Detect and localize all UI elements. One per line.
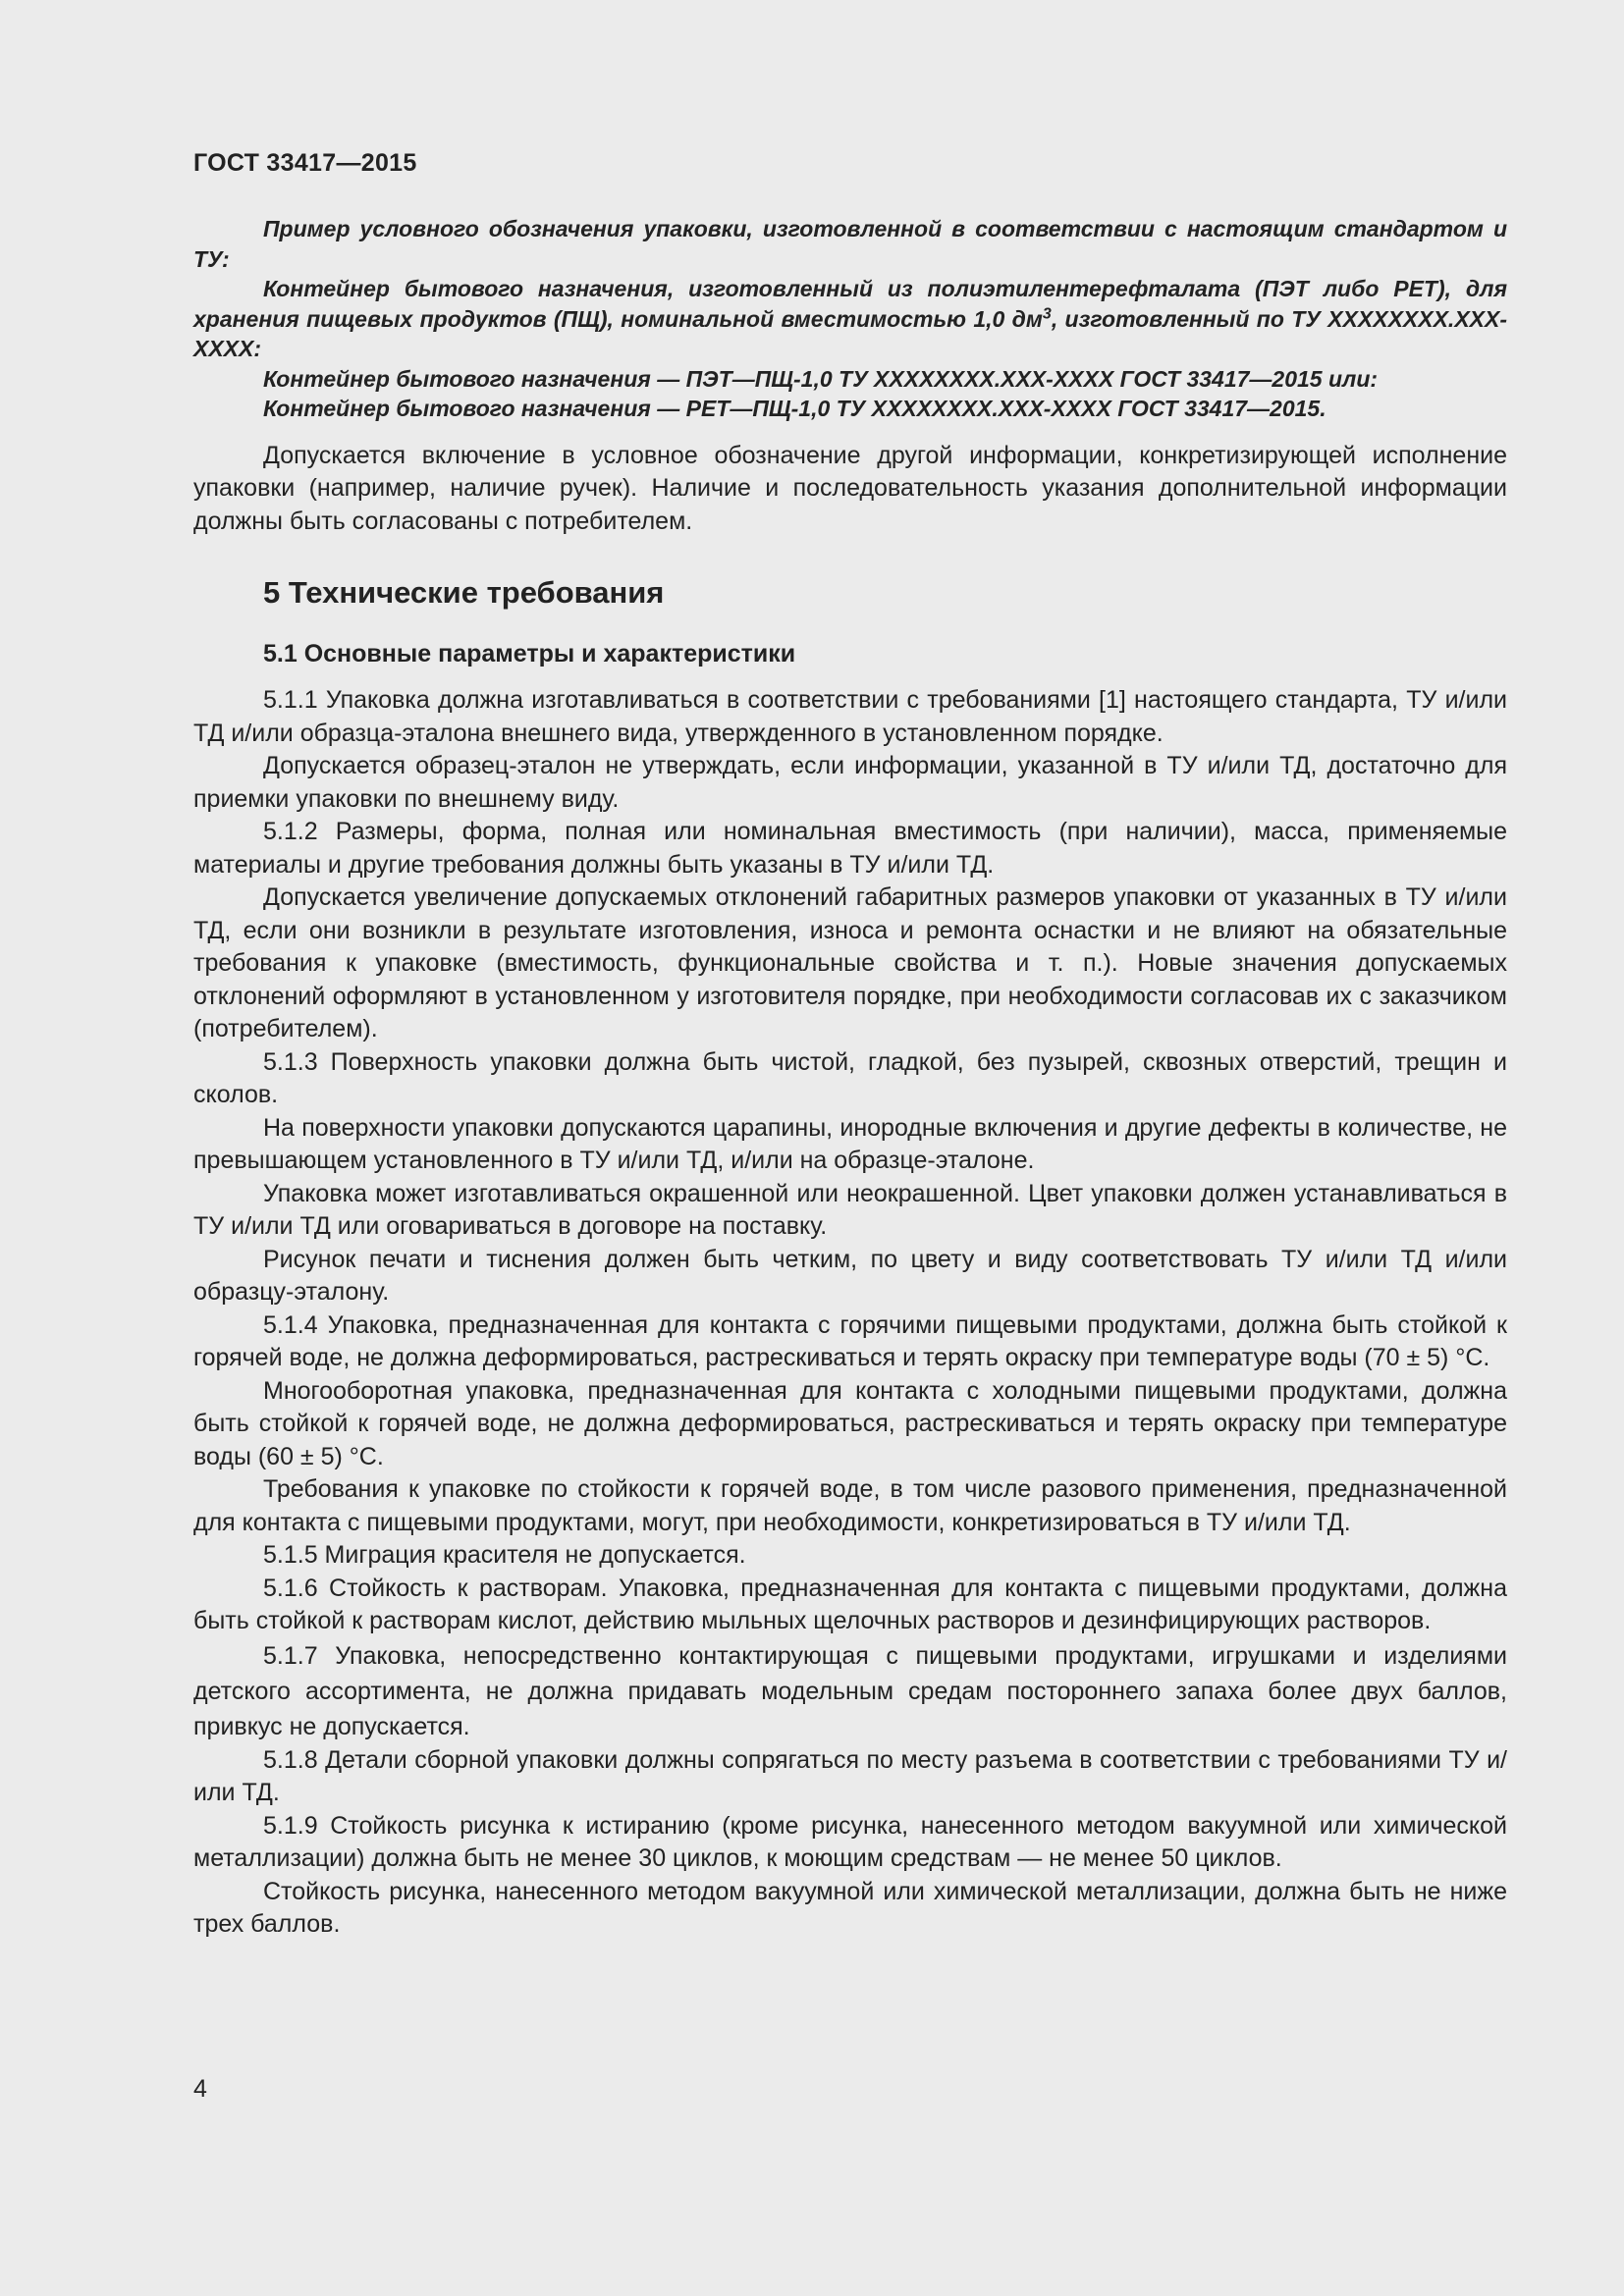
intro-paragraph: Допускается включение в условное обозначение другой информации, конкретизирующей исполнение упаковки (например, наличие ручек). Наличие и последовательность указания дополнительной информации должны быть согласованы с потребителем. [193, 441, 1507, 535]
paragraph-5-1-4-requirements: Требования к упаковке по стойкости к горячей воде, в том числе разового применения, предназначенной для контакта с пищевыми продуктами, могут, при необходимости, конкретизироваться в ТУ и/или ТД. [193, 1475, 1507, 1536]
subsection-title: 5.1 Основные параметры и характеристики [263, 640, 796, 667]
document-page [193, 147, 1507, 1942]
paragraph-5-1-3: 5.1.3 Поверхность упаковки должна быть чистой, гладкой, без пузырей, сквозных отверстий, трещин и сколов. [193, 1047, 1507, 1108]
paragraph-5-1-3-defects: На поверхности упаковки допускаются царапины, инородные включения и другие дефекты в количестве, не превышающем установленного в ТУ и/или ТД, и/или на образце-эталоне. [193, 1113, 1507, 1174]
paragraph-5-1-7: 5.1.7 Упаковка, непосредственно контактирующая с пищевыми продуктами, игрушками и изделиями детского ассортимента, не должна придавать модельным средам постороннего запаха более двух баллов, привкус не допускается. [193, 1641, 1507, 1740]
cubic-superscript: 3 [1042, 304, 1052, 322]
example-intro: Пример условного обозначения упаковки, изготовленной в соответствии с настоящим стандартом и ТУ: [193, 216, 1507, 272]
example-designation-1: Контейнер бытового назначения — ПЭТ—ПЩ-1,0 ТУ XXXXXXXX.XXX-XXXX ГОСТ 33417—2015 или: [263, 365, 1379, 392]
paragraph-5-1-2-note: Допускается увеличение допускаемых отклонений габаритных размеров упаковки от указанных в ТУ и/или ТД, если они возникли в результате изготовления, износа и ремонта оснастки и не влияют на обязательные требования к упаковке (вместимость, функциональные свойства и т. п.). Новые значения допускаемых отклонений оформляют в установленном у изготовителя порядке, при необходимости согласовав их с заказчиком (потребителем). [193, 883, 1507, 1042]
paragraph-5-1-2: 5.1.2 Размеры, форма, полная или номинальная вместимость (при наличии), масса, применяемые материалы и другие требования должны быть указаны в ТУ и/или ТД. [193, 818, 1507, 879]
example-designation-2: Контейнер бытового назначения — PET—ПЩ-1,0 ТУ XXXXXXXX.XXX-XXXX ГОСТ 33417—2015. [263, 396, 1326, 421]
paragraph-5-1-9: 5.1.9 Стойкость рисунка к истиранию (кроме рисунка, нанесенного методом вакуумной или химической металлизации) должна быть не менее 30 циклов, к моющим средствам — не менее 50 циклов. [193, 1811, 1507, 1872]
example-description [193, 274, 1507, 364]
section-title: 5 Технические требования [263, 575, 665, 610]
paragraph-5-1-3-print: Рисунок печати и тиснения должен быть четким, по цвету и виду соответствовать ТУ и/или ТД и/или образцу-эталону. [193, 1245, 1507, 1306]
document-header: ГОСТ 33417—2015 [193, 149, 417, 177]
paragraph-5-1-3-color: Упаковка может изготавливаться окрашенной или неокрашенной. Цвет упаковки должен устанавливаться в ТУ и/или ТД или оговариваться в договоре на поставку. [193, 1179, 1507, 1240]
paragraph-5-1-5: 5.1.5 Миграция красителя не допускается. [263, 1541, 746, 1569]
paragraph-5-1-1-note: Допускается образец-эталон не утверждать, если информации, указанной в ТУ и/или ТД, достаточно для приемки упаковки по внешнему виду. [193, 752, 1507, 813]
page-number: 4 [193, 2075, 207, 2103]
paragraph-5-1-4: 5.1.4 Упаковка, предназначенная для контакта с горячими пищевыми продуктами, должна быть стойкой к горячей воде, не должна деформироваться, растрескиваться и терять окраску при температуре воды (70 ± 5) °С. [193, 1310, 1507, 1371]
paragraph-5-1-9-metallization: Стойкость рисунка, нанесенного методом вакуумной или химической металлизации, должна быть не ниже трех баллов. [193, 1877, 1507, 1938]
paragraph-5-1-4-reusable: Многооборотная упаковка, предназначенная для контакта с холодными пищевыми продуктами, должна быть стойкой к горячей воде, не должна деформироваться, растрескиваться и терять окраску при температуре воды (60 ± 5) °С. [193, 1376, 1507, 1470]
paragraph-5-1-6: 5.1.6 Стойкость к растворам. Упаковка, предназначенная для контакта с пищевыми продуктами, должна быть стойкой к растворам кислот, действию мыльных щелочных растворов и дезинфицирующих растворов. [193, 1574, 1507, 1634]
example-description-text: Контейнер бытового назначения, изготовленный из полиэтилентерефталата (ПЭТ либо PET), для хранения пищевых продуктов (ПЩ), номинальной вместимостью 1,0 дм [193, 276, 1507, 332]
paragraph-5-1-8: 5.1.8 Детали сборной упаковки должны сопрягаться по месту разъема в соответствии с требованиями ТУ и/или ТД. [193, 1745, 1507, 1806]
paragraph-5-1-1: 5.1.1 Упаковка должна изготавливаться в соответствии с требованиями [1] настоящего стандарта, ТУ и/или ТД и/или образца-эталона внешнего вида, утвержденного в установленном порядке. [193, 686, 1507, 747]
example-description-tail: , изготовленный по ТУ XXXXXXXX.XXX-XXXX: [193, 305, 1507, 361]
